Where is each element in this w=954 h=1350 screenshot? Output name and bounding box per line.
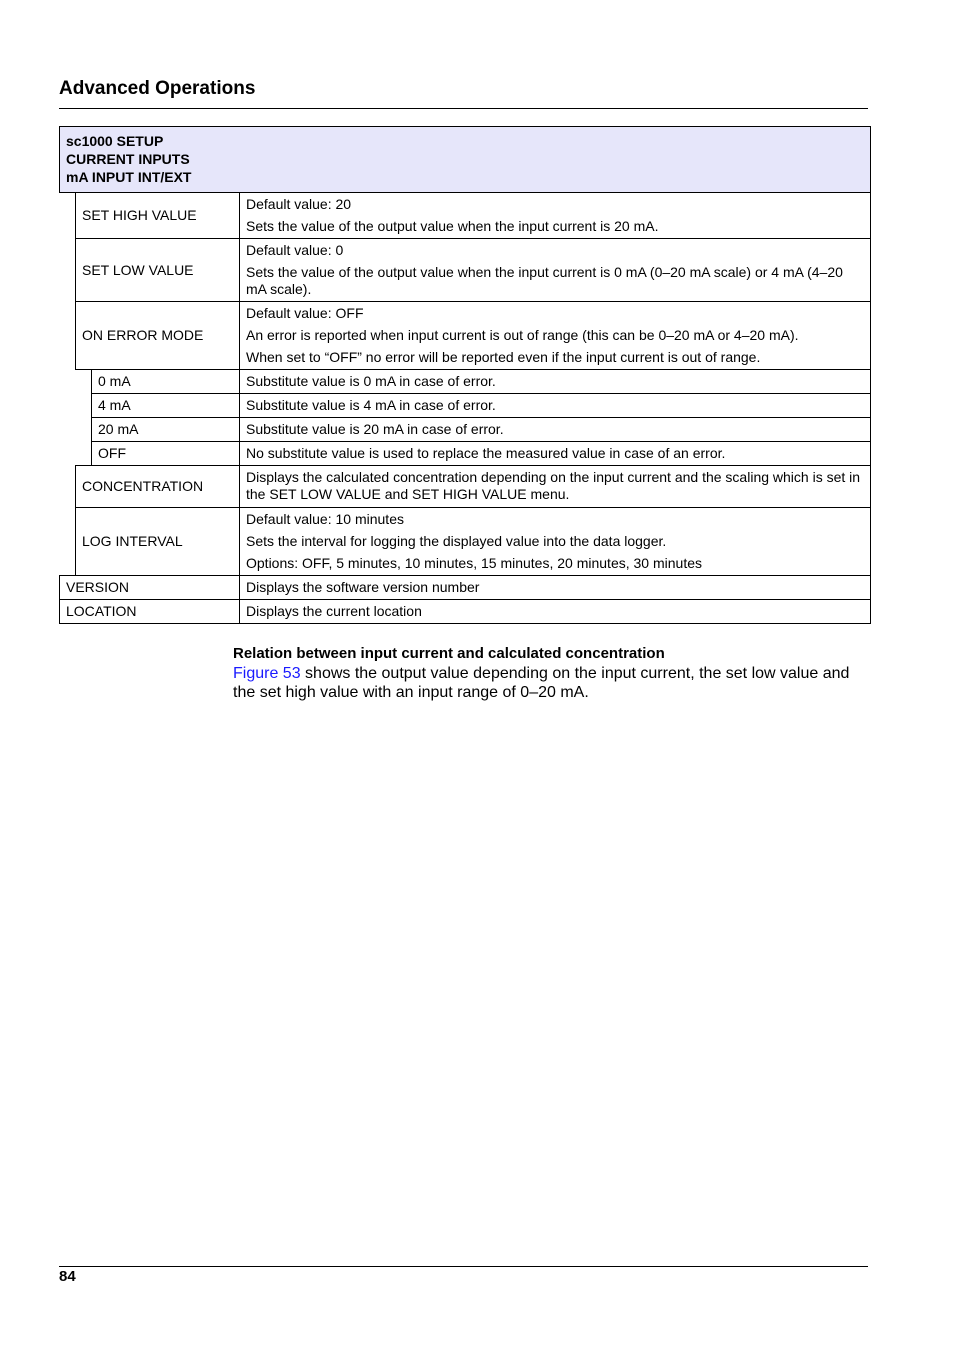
table-row — [60, 418, 871, 442]
header-rule — [59, 108, 868, 109]
table-row — [60, 600, 871, 624]
row-description: No substitute value is used to replace the measured value in case of an error. — [240, 442, 871, 466]
row-label: SET LOW VALUE — [76, 239, 240, 302]
heading-line: mA INPUT INT/EXT — [66, 169, 192, 185]
heading-line: sc1000 SETUP — [66, 133, 164, 149]
row-label: CONCENTRATION — [76, 466, 240, 508]
row-label: ON ERROR MODE — [76, 302, 240, 370]
table-heading — [60, 127, 871, 193]
table-row — [60, 302, 871, 370]
table-row — [60, 370, 871, 394]
section-body — [233, 664, 863, 702]
heading-line: CURRENT INPUTS — [66, 151, 190, 167]
row-description: Displays the software version number — [240, 576, 871, 600]
row-label: LOCATION — [60, 600, 240, 624]
row-description: Displays the current location — [240, 600, 871, 624]
row-description: Default value: 0 Sets the value of the output value when the input current is 0 mA (0–20 mA scale) or 4 mA (4–20 mA scale). — [240, 239, 871, 302]
row-description: Substitute value is 4 mA in case of error. — [240, 394, 871, 418]
row-label: OFF — [92, 442, 240, 466]
relation-section — [233, 644, 863, 702]
page-header-title: Advanced Operations — [59, 78, 256, 99]
figure-link[interactable]: Figure 53 — [233, 665, 301, 682]
table-row — [60, 508, 871, 576]
table-row — [60, 576, 871, 600]
section-title: Relation between input current and calculated concentration — [233, 645, 665, 662]
row-label: LOG INTERVAL — [76, 508, 240, 576]
row-description: Default value: OFF An error is reported when input current is out of range (this can be 0–20 mA or 4–20 mA). When set to “OFF” no error will be reported even if the input current is out of range. — [240, 302, 871, 370]
menu-table — [59, 126, 871, 624]
row-description: Default value: 10 minutes Sets the interval for logging the displayed value into the data logger. Options: OFF, 5 minutes, 10 minutes, 15 minutes, 20 minutes, 30 minutes — [240, 508, 871, 576]
page-number: 84 — [59, 1268, 76, 1285]
row-label: VERSION — [60, 576, 240, 600]
table-heading-row — [60, 127, 871, 193]
row-description: Default value: 20 Sets the value of the output value when the input current is 20 mA. — [240, 193, 871, 239]
row-description: Substitute value is 20 mA in case of error. — [240, 418, 871, 442]
row-label: 20 mA — [92, 418, 240, 442]
table-row — [60, 239, 871, 302]
footer-rule — [59, 1266, 868, 1267]
table-row — [60, 394, 871, 418]
table-row — [60, 442, 871, 466]
section-body-text: shows the output value depending on the input current, the set low value and the set high value with an input range of 0–20 mA. — [233, 665, 850, 701]
row-description: Displays the calculated concentration depending on the input current and the scaling which is set in the SET LOW VALUE and SET HIGH VALUE menu. — [240, 466, 871, 508]
table-row — [60, 193, 871, 239]
table-row — [60, 466, 871, 508]
row-label: 4 mA — [92, 394, 240, 418]
row-description: Substitute value is 0 mA in case of error. — [240, 370, 871, 394]
row-label: 0 mA — [92, 370, 240, 394]
row-label: SET HIGH VALUE — [76, 193, 240, 239]
